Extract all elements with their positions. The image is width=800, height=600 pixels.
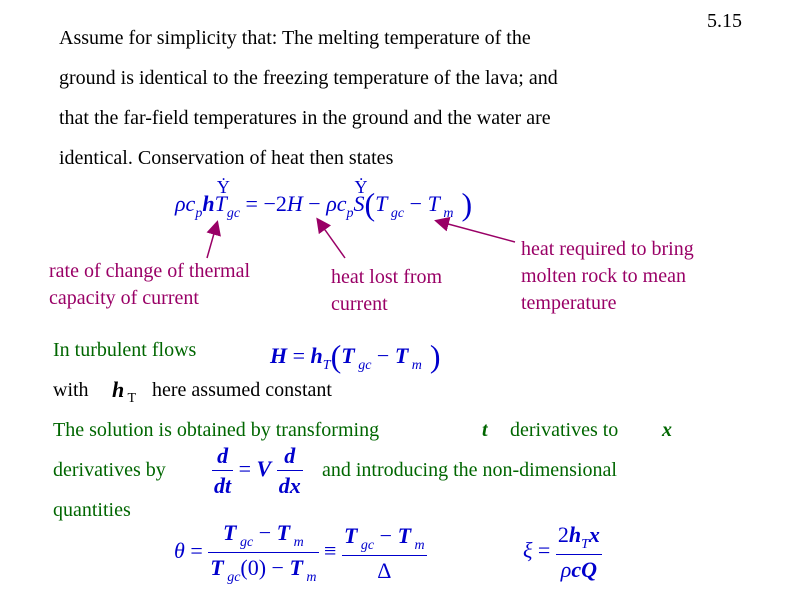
solution-line-1a: The solution is obtained by transforming [53, 419, 380, 441]
derivative-transform: $\frac{d}{dt}$ = V $\frac{d}{dx}$ [214, 443, 301, 498]
solution-line-2a: derivatives by [53, 459, 166, 481]
heat-lost-arrow [318, 220, 345, 258]
intro-line-3: that the far-field temperatures in the ground and the water are [59, 107, 551, 129]
var-t: t [482, 419, 488, 441]
solution-line-2b: and introducing the non-dimensional [322, 459, 617, 481]
heat-required-arrow [437, 221, 515, 242]
solution-line-3: quantities [53, 499, 131, 521]
turbulent-equation: $H = h_T(T$ $_{gc}$ − T $_m$ ) [270, 338, 441, 374]
var-x: x [662, 419, 672, 441]
xi-definition: ξ = $\frac{2h_Tx}{\text{ρcQ}}$ [523, 522, 600, 582]
page-number: 5.15 [707, 10, 742, 32]
turbulent-text: In turbulent flows [53, 339, 197, 361]
with-label: with [53, 379, 89, 401]
thermal-capacity-arrow [207, 223, 217, 258]
annotation-thermal-capacity: rate of change of thermal capacity of current [49, 260, 251, 309]
annotation-heat-required: heat required to bring molten rock to mean temperature [521, 238, 694, 314]
solution-line-1b: derivatives to [510, 419, 619, 441]
assumed-constant: here assumed constant [152, 379, 332, 401]
annotation-heat-lost: heat lost from current [331, 266, 443, 315]
heat-conservation-equation: $\rho c_phT$ Ẏ $_{gc} = -2H - \rho c_pS$ Ẏ (T $_{gc}$ − T $_m$ ) [175, 177, 473, 222]
theta-definition: θ = $\frac{T _{gc} - T _m}{T _{gc}(0) - T _m}$ ≡ $\frac{T _{gc} - T _m}{\Delta}$ [174, 520, 425, 585]
intro-line-1: Assume for simplicity that: The melting temperature of the [59, 27, 531, 49]
h-T-symbol: h $_T$ [112, 377, 137, 406]
intro-line-2: ground is identical to the freezing temperature of the lava; and [59, 67, 558, 89]
intro-line-4: identical. Conservation of heat then states [59, 147, 394, 169]
